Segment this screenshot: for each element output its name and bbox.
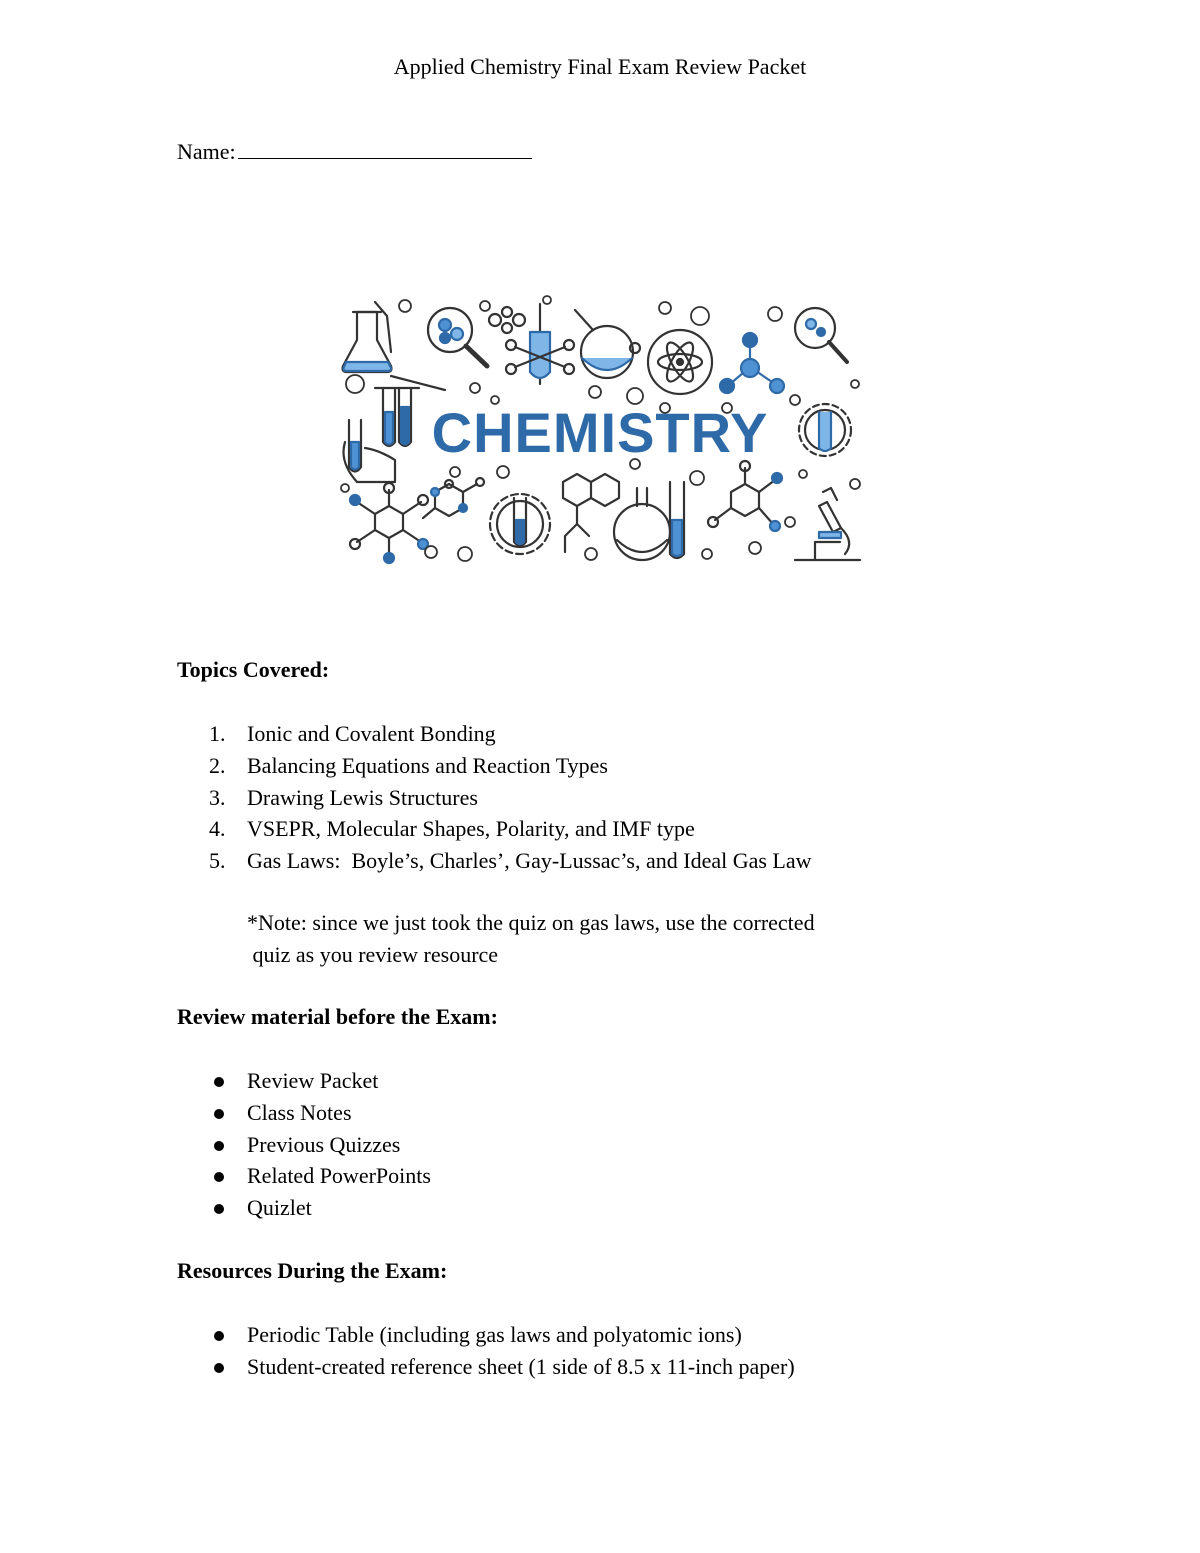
topic-number: 5. <box>209 848 226 874</box>
banner-title: CHEMISTRY <box>431 401 769 464</box>
resource-item <box>177 1351 795 1383</box>
resource-item-text: Student-created reference sheet (1 side of 8.5 x 11-inch paper) <box>247 1353 795 1379</box>
topic-item <box>177 813 812 845</box>
topic-text: Balancing Equations and Reaction Types <box>247 752 608 778</box>
document-title: Applied Chemistry Final Exam Review Packet <box>393 54 807 79</box>
microscope-icon <box>795 488 860 560</box>
topic-number: 3. <box>209 784 226 810</box>
bullet-icon <box>214 1172 224 1182</box>
topic-number: 1. <box>209 721 226 746</box>
round-flask-icon <box>575 310 640 378</box>
topic-text: Ionic and Covalent Bonding <box>247 721 496 746</box>
topics-heading: Topics Covered: <box>177 657 330 682</box>
note-line-1: *Note: since we just took the quiz on gas laws, use the corrected <box>247 910 815 935</box>
review-item-text: Quizlet <box>247 1195 312 1221</box>
molecule-bottom-right-icon <box>708 461 782 531</box>
review-item <box>177 1065 431 1097</box>
name-label: Name: <box>177 139 236 164</box>
topic-text: Drawing Lewis Structures <box>247 784 478 810</box>
topic-item <box>177 750 812 782</box>
topics-list <box>177 718 812 877</box>
atom-bonds-icon <box>506 304 574 384</box>
bullet-icon <box>214 1363 224 1373</box>
gear-tube-icon <box>490 494 550 554</box>
magnifier-icon <box>428 308 487 366</box>
note-line-2: quiz as you review resource <box>247 942 499 967</box>
topic-item <box>177 782 812 814</box>
bullet-icon <box>214 1141 224 1151</box>
magnifier-right-icon <box>795 308 847 362</box>
bullet-icon <box>214 1077 224 1087</box>
bullet-icon <box>214 1204 224 1214</box>
resource-item <box>177 1319 795 1351</box>
hexagon-molecule-icon <box>350 483 428 563</box>
review-item-text: Class Notes <box>247 1099 352 1125</box>
review-heading: Review material before the Exam: <box>177 1004 498 1029</box>
resource-item-text: Periodic Table (including gas laws and polyatomic ions) <box>247 1322 742 1347</box>
gas-laws-note <box>247 907 815 971</box>
chemistry-banner-image <box>335 292 865 576</box>
topic-number: 2. <box>209 752 226 778</box>
topic-item <box>177 845 812 877</box>
topic-text: VSEPR, Molecular Shapes, Polarity, and IMF type <box>247 816 695 842</box>
flask-icon <box>343 302 392 372</box>
gear-icon <box>799 404 851 456</box>
flask-bottom-icon <box>614 482 684 560</box>
molecule-icon <box>489 307 525 333</box>
resources-list <box>177 1319 795 1383</box>
topic-number: 4. <box>209 816 226 842</box>
review-item <box>177 1097 431 1129</box>
review-item <box>177 1129 431 1161</box>
review-item <box>177 1160 431 1192</box>
topic-item <box>177 718 812 750</box>
name-blank-line <box>238 136 532 159</box>
review-item-text: Previous Quizzes <box>247 1131 401 1157</box>
benzene-rings-icon <box>563 474 619 552</box>
review-item-text: Related PowerPoints <box>247 1163 431 1189</box>
topic-text: Gas Laws: Boyle’s, Charles’, Gay-Lussac’s, and Ideal Gas Law <box>247 848 812 874</box>
name-field <box>177 136 532 165</box>
review-item <box>177 1192 431 1224</box>
bullet-icon <box>214 1331 224 1341</box>
review-item-text: Review Packet <box>247 1068 379 1093</box>
bullet-icon <box>214 1109 224 1119</box>
hexagon-molecule-2-icon <box>423 478 484 518</box>
atom-icon <box>648 330 712 394</box>
molecule-chain-icon <box>720 333 784 393</box>
review-list <box>177 1065 431 1224</box>
resources-heading: Resources During the Exam: <box>177 1258 448 1283</box>
